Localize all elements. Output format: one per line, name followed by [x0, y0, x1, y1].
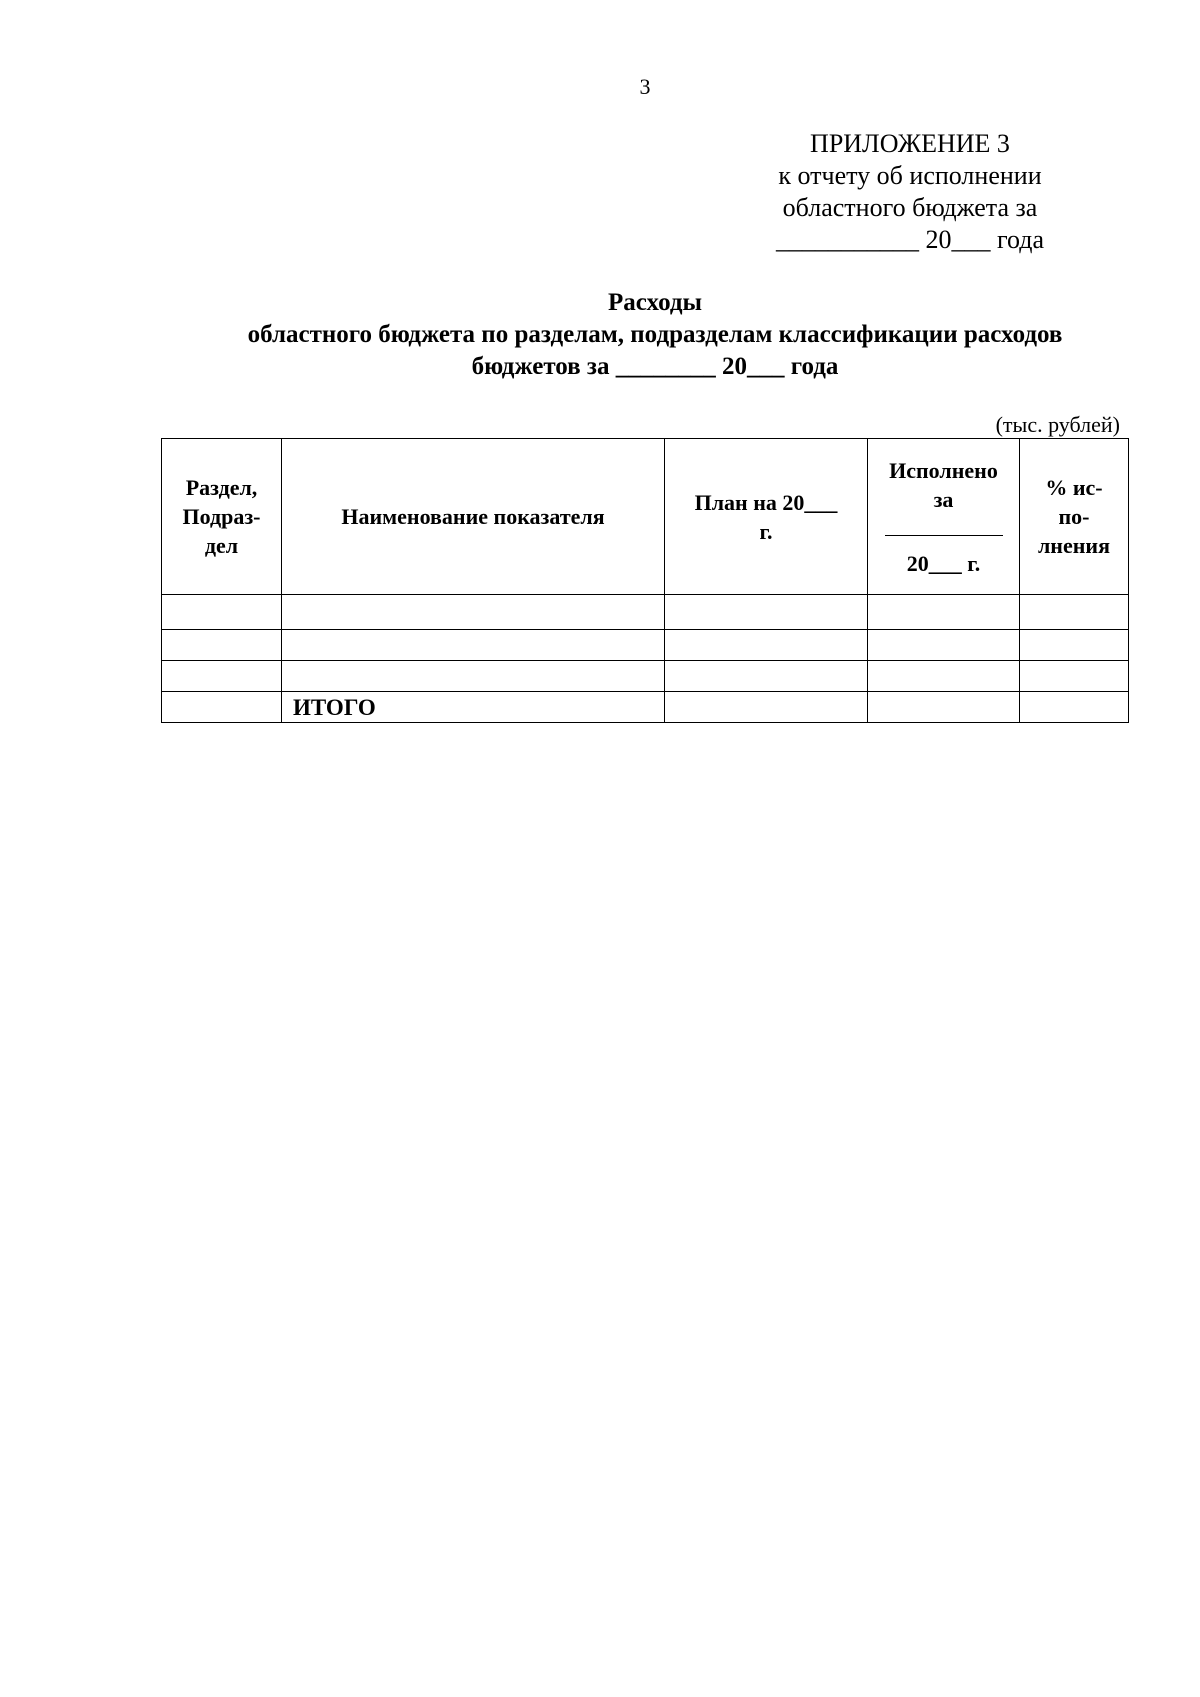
- table-cell: [868, 692, 1020, 723]
- header-percent: % ис- по- лнения: [1020, 439, 1129, 595]
- appendix-line: к отчету об исполнении: [778, 161, 1042, 190]
- appendix-block: [740, 128, 1080, 256]
- table-cell: [665, 661, 868, 692]
- expenses-table: [161, 438, 1129, 723]
- table-cell: [1020, 595, 1129, 630]
- table-cell: [1020, 692, 1129, 723]
- header-section: Раздел, Подраз- дел: [162, 439, 282, 595]
- table-cell: [665, 692, 868, 723]
- table-row: [162, 630, 1129, 661]
- table-cell: [868, 630, 1020, 661]
- table-cell: [162, 692, 282, 723]
- units-label: (тыс. рублей): [995, 412, 1120, 437]
- table-cell: [162, 630, 282, 661]
- table-cell: [1020, 630, 1129, 661]
- table-total-row: [162, 692, 1129, 723]
- table-row: [162, 661, 1129, 692]
- table-header-row: [162, 439, 1129, 595]
- page-number: 3: [639, 74, 651, 99]
- table-cell: [282, 630, 665, 661]
- table-cell: [162, 595, 282, 630]
- table-cell: [868, 595, 1020, 630]
- table-cell: [665, 595, 868, 630]
- blank-period-line: [885, 535, 1003, 536]
- title-line: областного бюджета по разделам, подразделам классификации расходов: [247, 321, 1063, 348]
- header-executed: Исполнено за 20___ г.: [868, 439, 1020, 595]
- total-label: ИТОГО: [282, 692, 665, 723]
- table-row: [162, 595, 1129, 630]
- document-title: [160, 287, 1150, 383]
- title-line: бюджетов за ________ 20___ года: [471, 353, 839, 380]
- header-plan: План на 20___ г.: [665, 439, 868, 595]
- table-cell: [665, 630, 868, 661]
- appendix-title: ПРИЛОЖЕНИЕ 3: [810, 129, 1010, 158]
- table-cell: [282, 661, 665, 692]
- header-name: Наименование показателя: [282, 439, 665, 595]
- title-line: Расходы: [607, 289, 703, 316]
- table-cell: [1020, 661, 1129, 692]
- table-cell: [282, 595, 665, 630]
- appendix-line: областного бюджета за: [782, 193, 1038, 222]
- table-cell: [868, 661, 1020, 692]
- table-cell: [162, 661, 282, 692]
- appendix-period: ___________ 20___ года: [775, 225, 1045, 254]
